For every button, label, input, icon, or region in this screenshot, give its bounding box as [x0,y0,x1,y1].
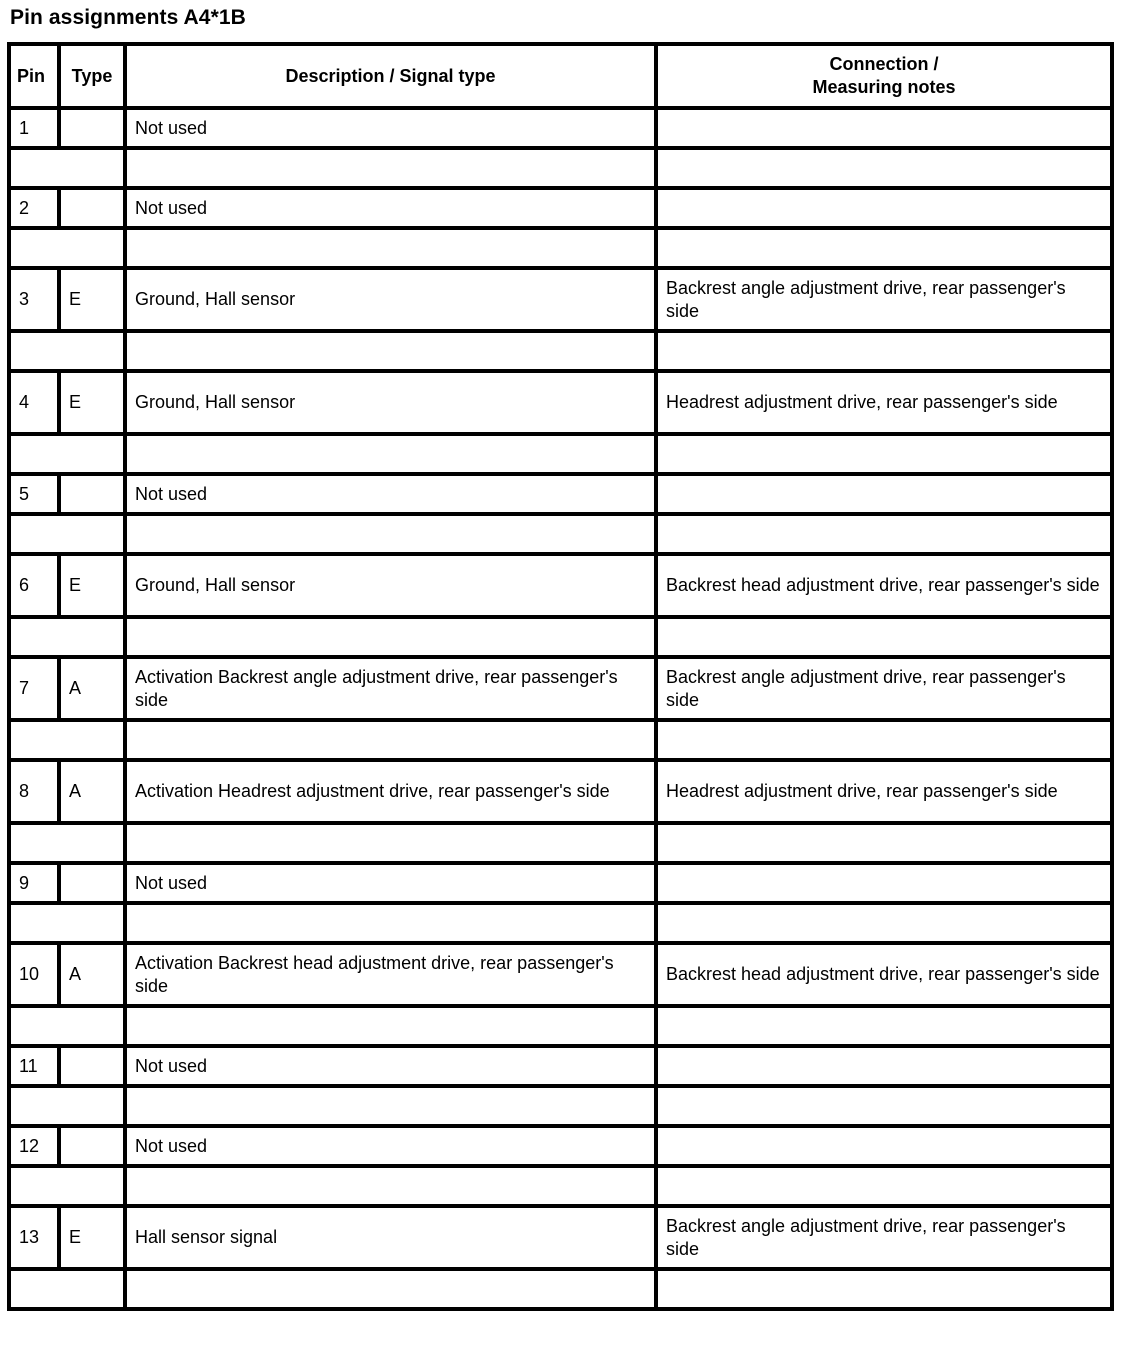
cell-type: A [59,657,125,720]
cell-description: Not used [125,188,656,228]
spacer-cell [656,148,1112,188]
cell-pin: 10 [9,943,59,1006]
spacer-cell [656,514,1112,554]
spacer-cell [9,1006,125,1046]
table-row [9,760,1112,823]
cell-connection [656,474,1112,514]
page-title: Pin assignments A4*1B [10,6,246,29]
cell-description: Not used [125,474,656,514]
cell-type [59,863,125,903]
table-row [9,371,1112,434]
spacer-cell [656,617,1112,657]
cell-pin: 1 [9,108,59,148]
cell-description: Not used [125,108,656,148]
spacer-row [9,617,1112,657]
spacer-row [9,1269,1112,1309]
spacer-row [9,148,1112,188]
cell-type [59,1126,125,1166]
cell-connection: Backrest angle adjustment drive, rear passenger's side [656,268,1112,331]
spacer-cell [656,720,1112,760]
spacer-cell [656,1006,1112,1046]
header-connection-line2: Measuring notes [812,77,956,97]
cell-pin: 3 [9,268,59,331]
spacer-cell [656,823,1112,863]
cell-connection [656,1046,1112,1086]
spacer-cell [9,617,125,657]
spacer-cell [125,434,656,474]
spacer-cell [125,331,656,371]
header-description: Description / Signal type [125,44,656,108]
spacer-row [9,903,1112,943]
cell-type: E [59,554,125,617]
cell-connection: Backrest head adjustment drive, rear passenger's side [656,554,1112,617]
cell-pin: 13 [9,1206,59,1269]
cell-pin: 8 [9,760,59,823]
spacer-cell [125,1166,656,1206]
spacer-cell [125,1086,656,1126]
spacer-cell [125,1269,656,1309]
spacer-cell [9,1166,125,1206]
cell-connection: Backrest angle adjustment drive, rear passenger's side [656,657,1112,720]
cell-pin: 5 [9,474,59,514]
cell-pin: 12 [9,1126,59,1166]
spacer-row [9,1086,1112,1126]
pin-assignment-table [7,42,1114,1311]
spacer-cell [656,331,1112,371]
table-row [9,943,1112,1006]
cell-connection: Headrest adjustment drive, rear passenger's side [656,371,1112,434]
header-connection-line1: Connection / [829,54,939,74]
cell-connection [656,863,1112,903]
table-row [9,268,1112,331]
spacer-cell [9,903,125,943]
spacer-row [9,720,1112,760]
cell-pin: 11 [9,1046,59,1086]
cell-connection: Backrest head adjustment drive, rear passenger's side [656,943,1112,1006]
table-body [9,108,1112,1309]
cell-description: Not used [125,1046,656,1086]
cell-type [59,188,125,228]
spacer-cell [125,228,656,268]
spacer-row [9,228,1112,268]
cell-description: Activation Headrest adjustment drive, rear passenger's side [125,760,656,823]
table-header-row [9,44,1112,108]
spacer-cell [125,617,656,657]
spacer-cell [125,823,656,863]
cell-description: Not used [125,863,656,903]
spacer-cell [9,148,125,188]
cell-description: Ground, Hall sensor [125,554,656,617]
cell-description: Not used [125,1126,656,1166]
spacer-row [9,331,1112,371]
table-row [9,108,1112,148]
cell-connection: Backrest angle adjustment drive, rear passenger's side [656,1206,1112,1269]
table-row [9,1206,1112,1269]
cell-description: Ground, Hall sensor [125,371,656,434]
cell-type [59,108,125,148]
cell-type: A [59,943,125,1006]
spacer-cell [125,720,656,760]
spacer-row [9,823,1112,863]
table-row [9,1126,1112,1166]
cell-description: Activation Backrest angle adjustment drive, rear passenger's side [125,657,656,720]
cell-pin: 6 [9,554,59,617]
table-row [9,863,1112,903]
spacer-cell [9,1086,125,1126]
spacer-cell [656,903,1112,943]
spacer-cell [656,228,1112,268]
table-row [9,188,1112,228]
cell-type [59,474,125,514]
spacer-cell [656,1166,1112,1206]
spacer-cell [9,823,125,863]
spacer-cell [9,228,125,268]
spacer-row [9,1006,1112,1046]
header-pin: Pin [9,44,59,108]
cell-connection [656,108,1112,148]
spacer-cell [125,514,656,554]
cell-connection [656,1126,1112,1166]
cell-connection [656,188,1112,228]
header-connection [656,44,1112,108]
cell-description: Hall sensor signal [125,1206,656,1269]
cell-connection: Headrest adjustment drive, rear passenger's side [656,760,1112,823]
spacer-cell [656,1269,1112,1309]
spacer-cell [125,1006,656,1046]
cell-description: Activation Backrest head adjustment drive, rear passenger's side [125,943,656,1006]
cell-description: Ground, Hall sensor [125,268,656,331]
table-row [9,554,1112,617]
spacer-cell [656,1086,1112,1126]
cell-type: A [59,760,125,823]
cell-pin: 4 [9,371,59,434]
cell-pin: 7 [9,657,59,720]
table-row [9,1046,1112,1086]
spacer-cell [9,514,125,554]
spacer-cell [125,903,656,943]
spacer-cell [125,148,656,188]
spacer-row [9,434,1112,474]
cell-pin: 2 [9,188,59,228]
table-row [9,474,1112,514]
cell-pin: 9 [9,863,59,903]
table-row [9,657,1112,720]
header-type: Type [59,44,125,108]
spacer-row [9,514,1112,554]
cell-type: E [59,1206,125,1269]
spacer-cell [9,1269,125,1309]
spacer-cell [9,434,125,474]
spacer-cell [9,720,125,760]
spacer-row [9,1166,1112,1206]
spacer-cell [9,331,125,371]
spacer-cell [656,434,1112,474]
cell-type: E [59,371,125,434]
cell-type: E [59,268,125,331]
cell-type [59,1046,125,1086]
